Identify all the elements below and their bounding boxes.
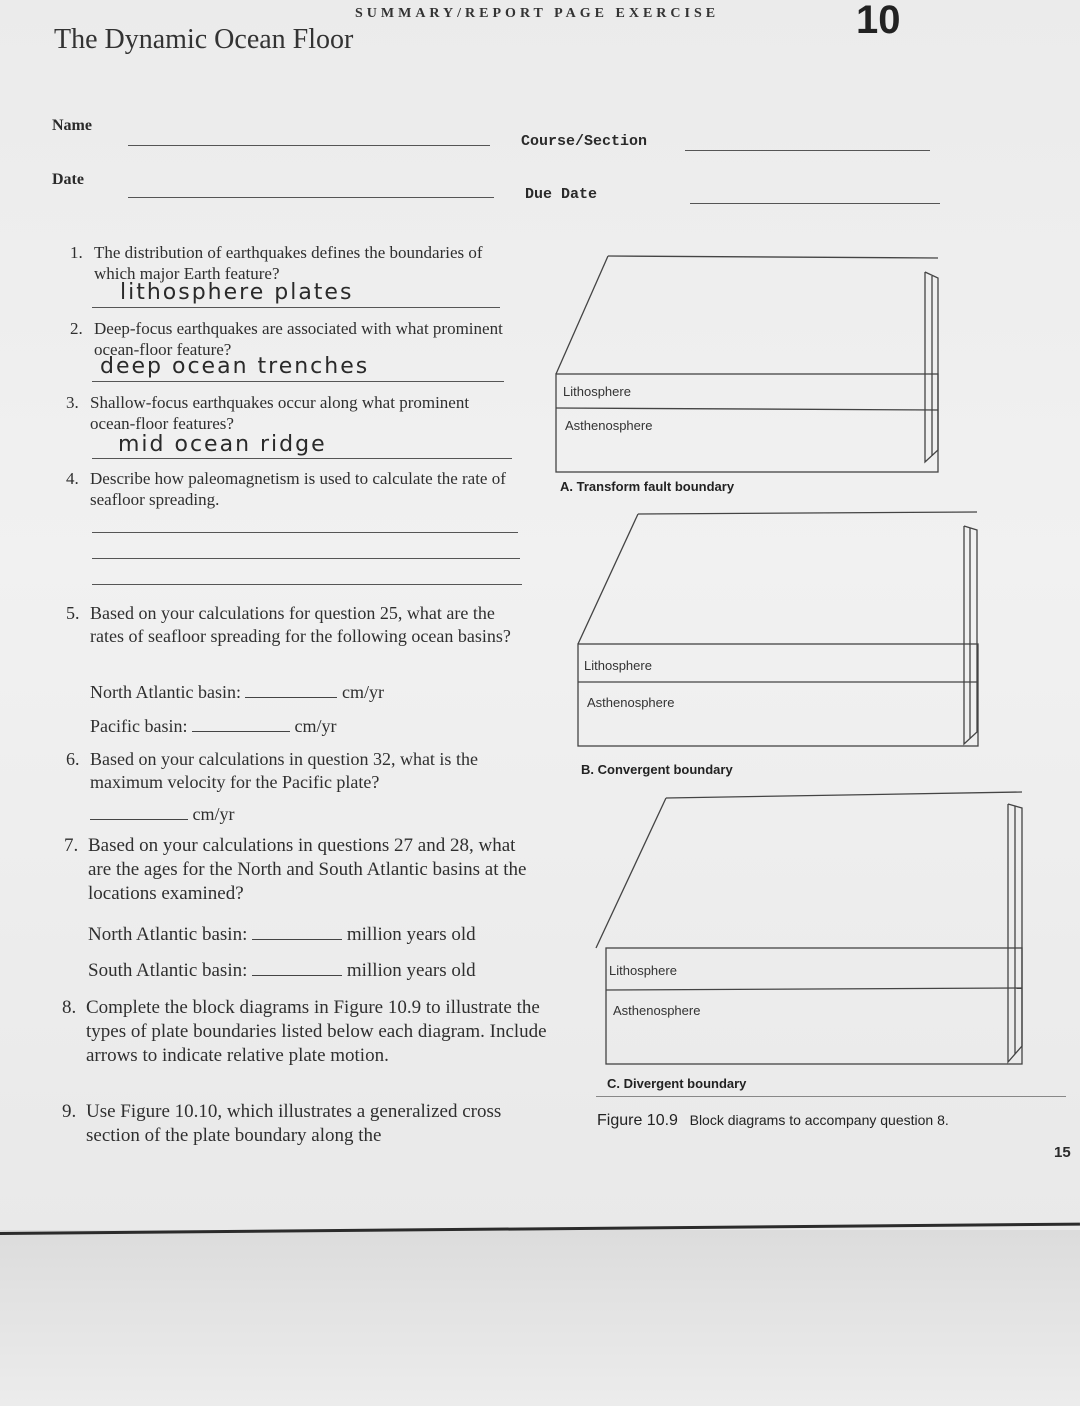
diagram-b-lithosphere-label: Lithosphere [584, 658, 652, 673]
q6-row [90, 804, 235, 825]
question-number: 6. [66, 749, 80, 769]
page-number: 15 [1054, 1144, 1071, 1161]
fill-label: Pacific basin: [90, 716, 188, 736]
fill-blank[interactable] [192, 717, 290, 732]
litho-astheno-boundary [606, 988, 1022, 990]
block-diagram-transform [550, 250, 950, 480]
question-5 [66, 602, 526, 648]
header-label: SUMMARY/REPORT PAGE EXERCISE [355, 6, 720, 21]
page-title: The Dynamic Ocean Floor [54, 24, 354, 55]
question-text: Based on your calculations in question 32, what is the maximum velocity for the Pacific plate? [90, 749, 478, 792]
q5-pacific-row [90, 716, 336, 737]
diagram-b-asthenosphere-label: Asthenosphere [587, 695, 675, 710]
exercise-number: 10 [856, 0, 901, 42]
question-6 [66, 748, 536, 794]
diagram-a-lithosphere-label: Lithosphere [563, 384, 631, 399]
block-top-edge [666, 792, 1022, 798]
block-front-slant [556, 256, 608, 374]
answer-line[interactable] [92, 307, 500, 308]
q5-north-row [90, 682, 384, 703]
fill-blank[interactable] [90, 805, 188, 820]
figure-caption-text: Block diagrams to accompany question 8. [689, 1112, 949, 1128]
block-front-slant [596, 798, 666, 948]
diagram-b-caption: B. Convergent boundary [581, 762, 733, 777]
figure-rule [596, 1096, 1066, 1097]
question-1 [70, 242, 500, 284]
question-number: 5. [66, 603, 80, 623]
answer-3: mid ocean ridge [118, 432, 327, 457]
q7-north-row [88, 924, 476, 946]
question-number: 2. [70, 319, 83, 338]
fill-label: North Atlantic basin: [88, 924, 248, 945]
question-text: Complete the block diagrams in Figure 10.9 to illustrate the types of plate boundaries listed below each diagram. Include arrows to indicate relative plate motion. [86, 997, 547, 1066]
answer-line[interactable] [92, 381, 504, 382]
figure-number: Figure 10.9 [597, 1112, 678, 1129]
question-number: 1. [70, 243, 83, 262]
block-top-edge [638, 512, 977, 514]
question-4 [66, 468, 521, 510]
question-text: Describe how paleomagnetism is used to calculate the rate of seafloor spreading. [90, 469, 506, 509]
question-number: 3. [66, 393, 79, 412]
question-text: Based on your calculations for question 25, what are the rates of seafloor spreading for the following ocean basins? [90, 603, 511, 646]
question-text: Based on your calculations in questions 27 and 28, what are the ages for the North and South Atlantic basins at the locations examined? [88, 835, 527, 904]
fill-label: North Atlantic basin: [90, 682, 241, 702]
fill-unit: million years old [346, 960, 476, 981]
answer-line[interactable] [92, 458, 512, 459]
course-field[interactable] [685, 150, 930, 151]
date-field[interactable] [128, 197, 494, 198]
due-date-field[interactable] [690, 203, 940, 204]
answer-line[interactable] [92, 558, 520, 559]
due-date-label: Due Date [525, 186, 598, 203]
litho-astheno-boundary [556, 408, 938, 410]
question-text: Deep-focus earthquakes are associated with what prominent ocean-floor feature? [94, 319, 503, 359]
block-diagram-convergent [572, 508, 987, 758]
question-text: Use Figure 10.10, which illustrates a generalized cross section of the plate boundary along the [86, 1101, 502, 1146]
question-number: 8. [62, 997, 77, 1018]
name-label: Name [52, 117, 92, 134]
answer-2: deep ocean trenches [100, 354, 370, 379]
course-label: Course/Section [521, 133, 648, 150]
figure-caption [597, 1112, 949, 1130]
fill-blank[interactable] [252, 925, 342, 940]
block-top-edge [608, 256, 938, 258]
question-text: The distribution of earthquakes defines the boundaries of which major Earth feature? [94, 243, 483, 283]
fill-unit: million years old [346, 924, 476, 945]
fill-unit: cm/yr [192, 804, 235, 824]
question-number: 9. [62, 1101, 77, 1122]
question-text: Shallow-focus earthquakes occur along what prominent ocean-floor features? [90, 393, 470, 433]
date-label: Date [52, 171, 84, 188]
answer-1: lithosphere plates [120, 280, 354, 305]
page-bottom-shadow [0, 1230, 1080, 1406]
block-front-slant [578, 514, 638, 644]
block-diagram-divergent [592, 790, 1032, 1080]
diagram-c-caption: C. Divergent boundary [607, 1076, 747, 1091]
question-number: 7. [64, 835, 79, 856]
diagram-a-caption: A. Transform fault boundary [560, 479, 735, 494]
question-9 [62, 1100, 562, 1148]
diagram-c-lithosphere-label: Lithosphere [609, 963, 677, 978]
answer-line[interactable] [92, 532, 518, 533]
fill-unit: cm/yr [294, 716, 337, 736]
question-number: 4. [66, 469, 79, 488]
diagram-a-asthenosphere-label: Asthenosphere [565, 418, 653, 433]
name-field[interactable] [128, 145, 490, 146]
fill-label: South Atlantic basin: [88, 960, 248, 981]
q7-south-row [88, 960, 476, 982]
question-3 [66, 392, 511, 434]
fill-unit: cm/yr [341, 682, 384, 702]
fill-blank[interactable] [252, 961, 342, 976]
diagram-c-asthenosphere-label: Asthenosphere [613, 1003, 701, 1018]
question-8 [62, 996, 557, 1068]
fill-blank[interactable] [245, 683, 337, 698]
question-7 [64, 834, 542, 906]
answer-line[interactable] [92, 584, 522, 585]
